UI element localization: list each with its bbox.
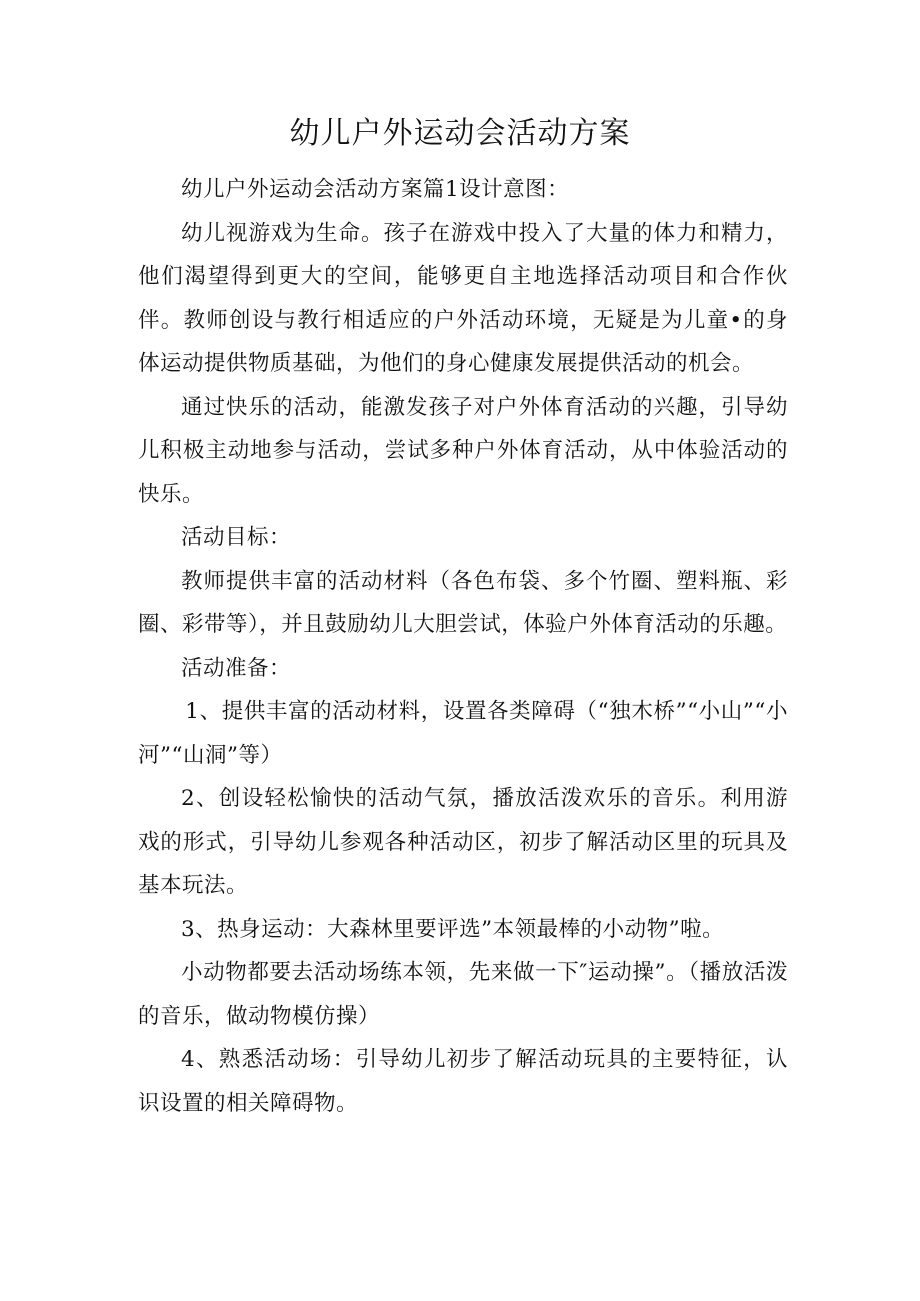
- paragraph-warmup-detail: 小动物都要去活动场练本领，先来做一下″运动操”。（播放活泼的音乐，做动物模仿操）: [138, 960, 788, 1029]
- list-item-3: 3、热身运动：大森林里要评选”本领最棒的小动物”啦。: [181, 916, 725, 942]
- paragraph-design-intent: 幼儿视游戏为生命。孩子在游戏中投入了大量的体力和精力，他们渴望得到更大的空间，能够更自主地选择活动项目和合作伙伴。教师创设与教行相适应的户外活动环境，无疑是为儿童•的身体运动提供物质基础，为他们的身心健康发展提供活动的机会。: [138, 220, 788, 376]
- paragraph-activity-goals: 教师提供丰富的活动材料（各色布袋、多个竹圈、塑料瓶、彩圈、彩带等），并且鼓励幼儿大胆尝试，体验户外体育活动的乐趣。: [138, 568, 788, 637]
- heading-activity-preparation: 活动准备：: [181, 655, 292, 681]
- list-item-4: 4、熟悉活动场：引导幼儿初步了解活动玩具的主要特征，认识设置的相关障碍物。: [138, 1047, 788, 1116]
- list-item-1: 1、提供丰富的活动材料，设置各类障碍（“独木桥”“小山”“小河”“山洞”等）: [138, 699, 788, 768]
- paragraph-section-heading: 幼儿户外运动会活动方案篇1设计意图：: [181, 177, 570, 202]
- document-body: [138, 168, 788, 1125]
- document-title: 幼儿户外运动会活动方案: [289, 116, 631, 151]
- list-item-2: 2、创设轻松愉快的活动气氛，播放活泼欢乐的音乐。利用游戏的形式，引导幼儿参观各种活动区，初步了解活动区里的玩具及基本玩法。: [138, 786, 788, 898]
- paragraph-design-intent-2: 通过快乐的活动，能激发孩子对户外体育活动的兴趣，引导幼儿积极主动地参与活动，尝试多种户外体育活动，从中体验活动的快乐。: [138, 394, 788, 507]
- heading-activity-goals: 活动目标：: [181, 525, 292, 550]
